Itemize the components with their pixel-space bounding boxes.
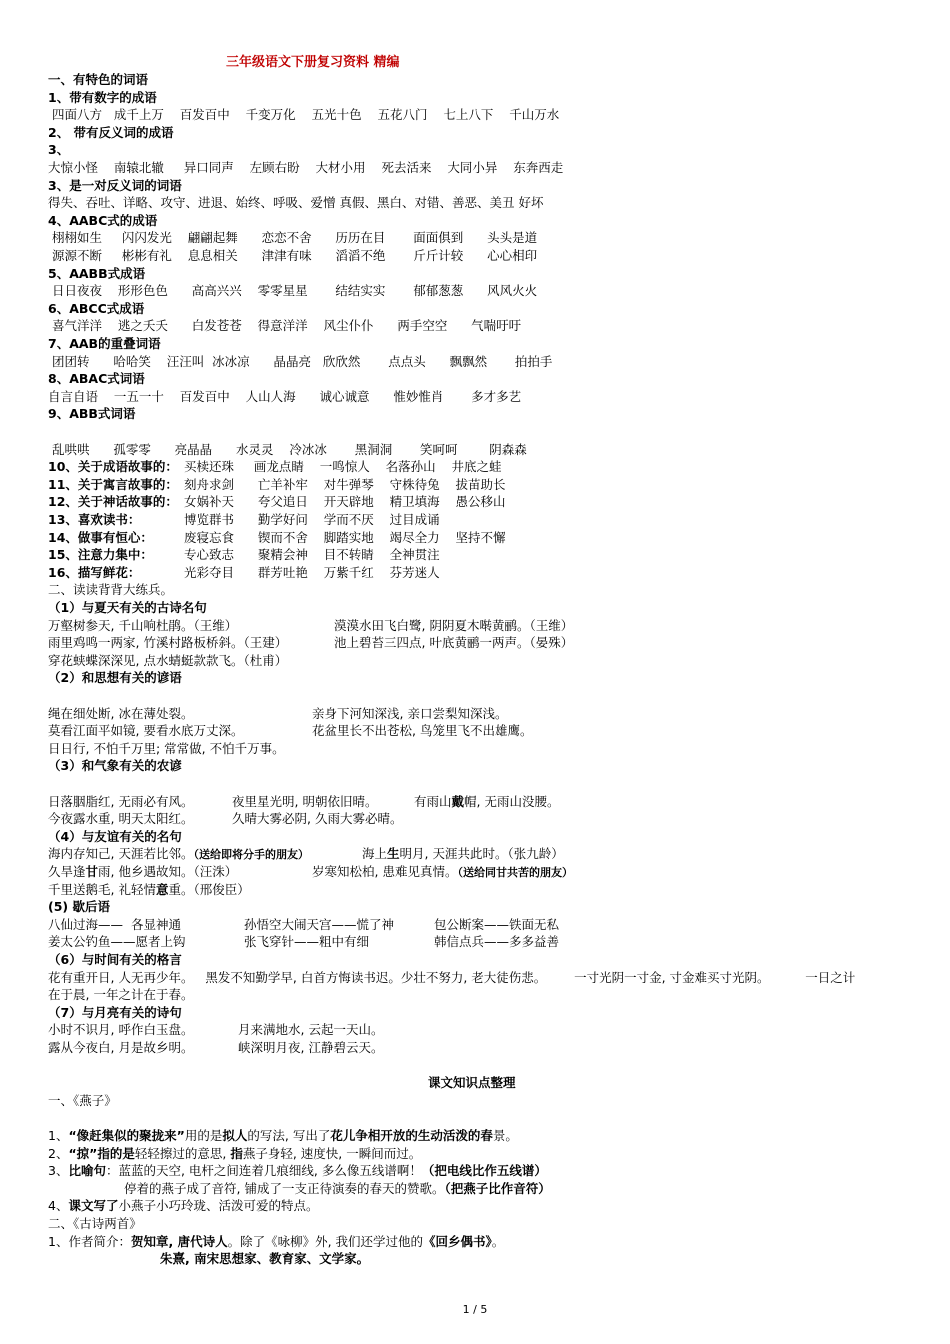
word-list: 自言自语 一五一十 百发百中 人山人海 诚心诚意 惟妙惟肖 多才多艺 (48, 389, 522, 404)
text-run-bold: （把燕子比作音符） (444, 1181, 551, 1196)
text-run-bold: 指 (230, 1146, 243, 1161)
subheading: 3、是一对反义词的词语 (48, 178, 182, 193)
text-run: 用的是 (184, 1128, 223, 1143)
poem-line: 漠漠水田飞白鹭, 阴阴夏木啭黄鹂。（王维） (334, 618, 574, 633)
proverb-line: 绳在细处断, 冰在薄处裂。 (48, 706, 194, 721)
word-list: 栩栩如生 闪闪发光 翩翩起舞 恋恋不舍 历历在目 面面俱到 头头是道 (48, 230, 538, 245)
text-run-bold: 《回乡偶书》 (423, 1234, 492, 1249)
proverb-line: 花盆里长不出苍松, 鸟笼里飞不出雄鹰。 (312, 723, 533, 738)
quote-line (48, 846, 309, 863)
word-list: 乱哄哄 孤零零 亮晶晶 水灵灵 冷冰冰 黑洞洞 笑呵呵 阴森森 (48, 442, 527, 457)
text-run-bold: 贺知章, 唐代诗人 (130, 1234, 228, 1249)
text-run-bold: 拟人 (222, 1128, 248, 1143)
proverb-line: 久晴大雾必阴, 久雨大雾必晴。 (232, 811, 403, 826)
subheading: 3、 (48, 142, 70, 157)
text-run: 岁寒知松柏, 患难见真情。 (312, 864, 458, 879)
quote-line (312, 864, 573, 881)
text-run-bold: “像赶集似的聚拢来” (68, 1128, 185, 1143)
word-list: 买椟还珠 画龙点睛 一鸣惊人 名落孙山 井底之蛙 (184, 459, 502, 474)
word-list: 博览群书 勤学好问 学而不厌 过目成诵 (184, 512, 440, 527)
category-label: 16、描写鲜花： (48, 565, 141, 580)
quote-line (48, 882, 250, 898)
category-label: 15、注意力集中： (48, 547, 153, 562)
proverb-line: 夜里星光明, 明朝依旧晴。 (232, 794, 378, 809)
lesson-heading: 一、《燕子》 (48, 1093, 117, 1108)
motto-line: 在于晨, 一年之计在于春。 (48, 987, 194, 1002)
quote-line (48, 864, 237, 880)
saying-line: 八仙过海—— 各显神通 (48, 917, 181, 932)
word-list: 废寝忘食 锲而不舍 脚踏实地 竭尽全力 坚持不懈 (184, 530, 506, 545)
saying-line: 张飞穿针——粗中有细 (244, 934, 370, 949)
subheading: 8、ABAC式词语 (48, 371, 145, 386)
category-label: 12、关于神话故事的： (48, 494, 178, 509)
saying-line: 包公断案——铁面无私 (434, 917, 560, 932)
category-label: 10、关于成语故事的： (48, 459, 178, 474)
text-run: 3、 (48, 1163, 69, 1178)
text-run: 海上 (362, 846, 388, 861)
subheading: 1、带有数字的成语 (48, 90, 157, 105)
category-label: 13、喜欢读书： (48, 512, 141, 527)
subheading: （1）与夏天有关的古诗名句 (48, 600, 207, 615)
knowledge-point (48, 1234, 504, 1250)
word-list: 大惊小怪 南辕北辙 异口同声 左顾右盼 大材小用 死去活来 大同小异 东奔西走 (48, 160, 564, 175)
proverb-line: 日落胭脂红, 无雨必有风。 (48, 794, 194, 809)
text-run: 雨, 他乡遇故知。（汪洙） (98, 864, 238, 879)
text-run: ：蓝蓝的天空, 电杆之间连着几痕细线, 多么像五线谱啊！ (105, 1163, 422, 1178)
subheading: 2、 带有反义词的成语 (48, 125, 174, 140)
poem-line: 峡深明月夜, 江静碧云天。 (238, 1040, 384, 1055)
poem-line: 池上碧苔三四点, 叶底黄鹂一两声。（晏殊） (334, 635, 574, 650)
subheading: (5) 歇后语 (48, 899, 110, 914)
proverb-line: 日日行, 不怕千万里; 常常做, 不怕千万事。 (48, 741, 285, 756)
subheading: 4、AABC式的成语 (48, 213, 158, 228)
knowledge-point (48, 1198, 318, 1214)
knowledge-point (124, 1181, 551, 1197)
text-run: 的写法, 写出了 (247, 1128, 331, 1143)
text-run: 帽, 无雨山没腰。 (464, 794, 560, 809)
text-run-bold: 比喻句 (68, 1163, 106, 1178)
text-run: 久旱逢 (48, 864, 86, 879)
section-heading: 二、读读背背大练兵。 (48, 582, 174, 597)
proverb-line: 莫看江面平如镜, 要看水底万丈深。 (48, 723, 244, 738)
text-run: 轻轻擦过的意思, (134, 1146, 231, 1161)
subheading: 9、ABB式词语 (48, 406, 136, 421)
knowledge-point (48, 1163, 547, 1179)
text-run: 小燕子小巧玲珑、活泼可爱的特点。 (118, 1198, 319, 1213)
quote-note: （送给同甘共苦的朋友） (457, 866, 573, 879)
text-run: 有雨山 (414, 794, 452, 809)
poem-line: 穿花蛱蝶深深见, 点水蜻蜓款款飞。（杜甫） (48, 653, 288, 668)
subheading: （3）和气象有关的农谚 (48, 758, 182, 773)
poem-line: 小时不识月, 呼作白玉盘。 (48, 1022, 194, 1037)
text-run-bold: “掠”指的是 (68, 1146, 135, 1161)
text-run-bold: 生 (387, 846, 400, 861)
subheading: （2）和思想有关的谚语 (48, 670, 182, 685)
text-run: 1、 (48, 1128, 69, 1143)
word-list: 团团转 哈哈笑 汪汪叫 冰冰凉 晶晶亮 欣欣然 点点头 飘飘然 拍拍手 (48, 354, 553, 369)
saying-line: 姜太公钓鱼——愿者上钩 (48, 934, 186, 949)
poem-line: 雨里鸡鸣一两家, 竹溪村路板桥斜。（王建） (48, 635, 288, 650)
text-run: 海内存知己, 天涯若比邻。 (48, 846, 194, 861)
category-label: 14、做事有恒心： (48, 530, 153, 545)
text-run: 。 (491, 1234, 505, 1249)
word-list: 专心致志 聚精会神 目不转睛 全神贯注 (184, 547, 440, 562)
poem-line: 万壑树参天, 千山响杜鹃。（王维） (48, 618, 238, 633)
word-list: 源源不断 彬彬有礼 息息相关 津津有味 滔滔不绝 斤斤计较 心心相印 (48, 248, 538, 263)
word-list: 得失、吞吐、详略、攻守、进退、始终、呼吸、爱憎 真假、黑白、对错、善恶、美丑 好坏 (48, 195, 544, 210)
poem-line: 月来满地水, 云起一天山。 (238, 1022, 384, 1037)
word-list: 日日夜夜 形形色色 高高兴兴 零零星星 结结实实 郁郁葱葱 风风火火 (48, 283, 538, 298)
word-list: 女娲补天 夸父追日 开天辟地 精卫填海 愚公移山 (184, 494, 506, 509)
page-number: 1 / 5 (462, 1303, 488, 1316)
document-title: 三年级语文下册复习资料 精编 (226, 55, 400, 70)
word-list: 刻舟求剑 亡羊补牢 对牛弹琴 守株待兔 拔苗助长 (184, 477, 506, 492)
section-heading: 一、有特色的词语 (48, 72, 149, 87)
text-run-bold: （把电线比作五线谱） (421, 1163, 547, 1178)
text-run: 重。（邢俊臣） (168, 882, 250, 897)
subheading: （7）与月亮有关的诗句 (48, 1005, 182, 1020)
word-list: 喜气洋洋 逃之夭夭 白发苍苍 得意洋洋 风尘仆仆 两手空空 气喘吁吁 (48, 318, 522, 333)
subheading: 5、AABB式成语 (48, 266, 146, 281)
word-list: 光彩夺目 群芳吐艳 万紫千红 芬芳迷人 (184, 565, 440, 580)
knowledge-point (48, 1146, 421, 1162)
subheading: （6）与时间有关的格言 (48, 952, 182, 967)
text-run: 停着的燕子成了音符, 铺成了一支正待演奏的春天的赞歌。 (124, 1181, 445, 1196)
word-list: 四面八方 成千上万 百发百中 千变万化 五光十色 五花八门 七上八下 千山万水 (48, 107, 560, 122)
text-run-bold: 意 (155, 882, 169, 897)
text-run: 2、 (48, 1146, 69, 1161)
text-run: 千里送鹅毛, 礼轻情 (48, 882, 156, 897)
text-run-bold: 甘 (85, 864, 99, 879)
saying-line: 韩信点兵——多多益善 (434, 934, 560, 949)
text-run: 明月, 天涯共此时。（张九龄） (399, 846, 564, 861)
text-run: 景。 (492, 1128, 518, 1143)
knowledge-point: 朱熹, 南宋思想家、教育家、文学家。 (160, 1251, 370, 1266)
proverb-line: 今夜露水重, 明天太阳红。 (48, 811, 194, 826)
saying-line: 孙悟空大闹天宫——慌了神 (244, 917, 395, 932)
text-run-bold: 戴 (451, 794, 465, 809)
quote-line (362, 846, 564, 862)
quote-note: （送给即将分手的朋友） (193, 848, 309, 861)
text-run: 。除了《咏柳》外, 我们还学过他的 (227, 1234, 424, 1249)
knowledge-point (48, 1128, 518, 1144)
lesson-heading: 二、《古诗两首》 (48, 1216, 142, 1231)
text-run: 燕子身轻, 速度快, 一瞬间而过。 (242, 1146, 422, 1161)
text-run: 4、 (48, 1198, 69, 1213)
text-run: 1、作者简介： (48, 1234, 131, 1249)
proverb-line: 亲身下河知深浅, 亲口尝梨知深浅。 (312, 706, 508, 721)
text-run-bold: 课文写了 (68, 1198, 119, 1213)
motto-line: 花有重开日, 人无再少年。 黑发不知勤学早, 白首方悔读书迟。少壮不努力, 老大徒伤悲。 一寸光阴一寸金, 寸金难买寸光阴。 一日之计 (48, 970, 856, 985)
poem-line: 露从今夜白, 月是故乡明。 (48, 1040, 194, 1055)
text-run-bold: 花儿争相开放的生动活泼的春 (330, 1128, 493, 1143)
subheading: 7、AAB的重叠词语 (48, 336, 161, 351)
section-title: 课文知识点整理 (428, 1075, 516, 1090)
proverb-line (414, 794, 559, 810)
subheading: （4）与友谊有关的名句 (48, 829, 182, 844)
category-label: 11、关于寓言故事的： (48, 477, 178, 492)
subheading: 6、ABCC式成语 (48, 301, 145, 316)
